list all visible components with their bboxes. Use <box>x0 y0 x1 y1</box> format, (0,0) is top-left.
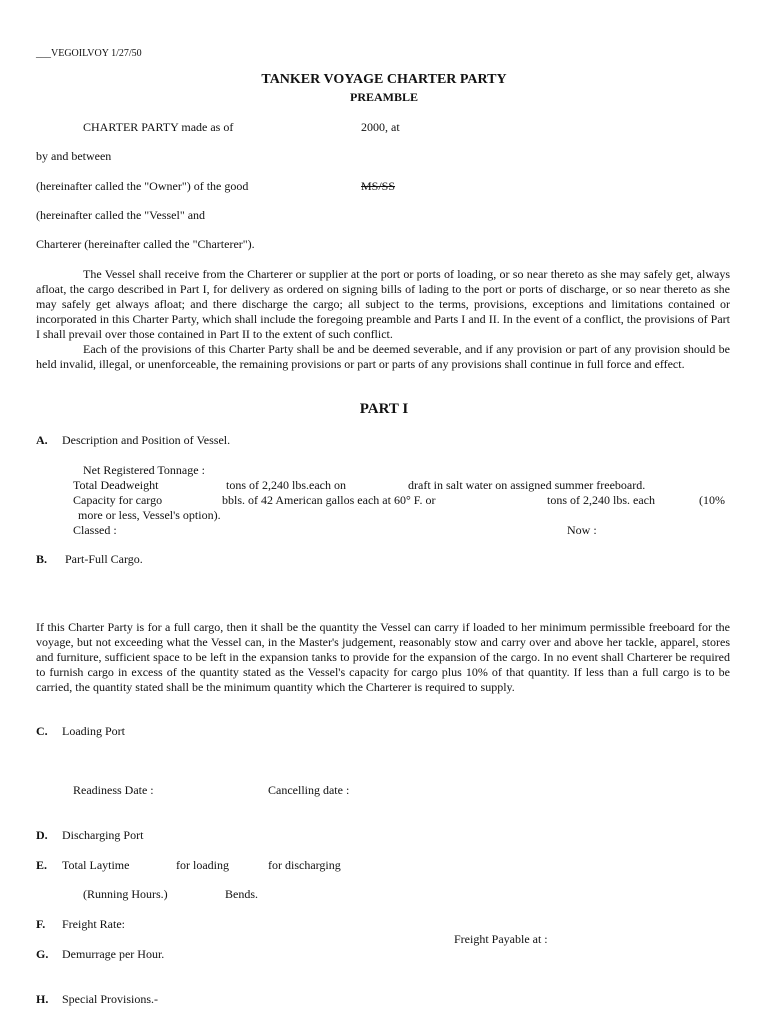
for-discharging-label: for discharging <box>268 858 341 872</box>
document-subtitle: PREAMBLE <box>349 90 418 104</box>
tons-each-on-text: tons of 2,240 lbs.each on <box>226 478 346 492</box>
for-loading-label: for loading <box>176 858 229 872</box>
ten-percent-text: (10% <box>699 493 725 507</box>
section-d-letter: D. <box>36 828 48 842</box>
section-c-label: Loading Port <box>62 724 125 738</box>
made-as-of-text: CHARTER PARTY made as of <box>83 120 234 134</box>
readiness-date-label: Readiness Date : <box>73 783 154 797</box>
section-f-letter: F. <box>36 917 46 931</box>
section-b-label: Part-Full Cargo. <box>65 552 143 566</box>
vessel-line: (hereinafter called the "Vessel" and <box>36 208 206 222</box>
section-a-letter: A. <box>36 433 48 447</box>
document-code: ___VEGOILVOY 1/27/50 <box>36 48 142 59</box>
bends-label: Bends. <box>225 887 258 901</box>
bbls-text: bbls. of 42 American gallos each at 60° F. or <box>222 493 436 507</box>
owner-line: (hereinafter called the "Owner") of the good <box>36 179 249 193</box>
tons-each-text: tons of 2,240 lbs. each <box>547 493 655 507</box>
more-less-text: more or less, Vessel's option). <box>78 508 221 522</box>
full-cargo-paragraph <box>36 620 730 695</box>
now-label: Now : <box>567 523 597 537</box>
paragraph-vessel-receive: The Vessel shall receive from the Charterer or supplier at the port or ports of loading, or so near thereto as she may safely get, always afloat, the cargo described in Part I, for delivery as ordered on signing bills of lading to the port or ports of discharge, or so near thereto as she may safely get always afloat; and there discharge the cargo; all subject to the terms, provisions, exceptions and limitations contained or incorporated in this Charter Party, which shall include the foregoing preamble and Parts I and II. In the event of a conflict, the provisions of Part I shall prevail over those contained in Part II to the extent of such conflict. <box>36 267 730 341</box>
section-e-label: Total Laytime <box>62 858 130 872</box>
section-f-label: Freight Rate: <box>62 917 125 931</box>
section-h-label: Special Provisions.- <box>62 992 158 1006</box>
capacity-label: Capacity for cargo <box>73 493 163 507</box>
preamble-paragraphs <box>36 267 730 372</box>
section-g-letter: G. <box>36 947 49 961</box>
classed-label: Classed : <box>73 523 117 537</box>
part-heading: PART I <box>359 401 409 417</box>
section-d-label: Discharging Port <box>62 828 144 842</box>
full-cargo-text: If this Charter Party is for a full cargo, then it shall be the quantity the Vessel can carry if loaded to her minimum permissible freeboard for the voyage, but not exceeding what the Vessel can, in the Master's judgement, reasonably stow and carry over and above her tackle, apparel, stores and furniture, sufficient space to be left in the expansion tanks to provide for the expansion of the cargo. In no event shall Charterer be required to furnish cargo in excess of the quantity stated as the Vessel's capacity for cargo plus 10% of that quantity. If less than a full cargo is to be carried, the quantity stated shall be the minimum quantity which the Charterer is required to supply. <box>36 620 730 694</box>
draft-salt-text: draft in salt water on assigned summer freeboard. <box>408 478 646 492</box>
section-a-label: Description and Position of Vessel. <box>62 433 231 447</box>
document-title: TANKER VOYAGE CHARTER PARTY <box>261 72 507 87</box>
section-e-letter: E. <box>36 858 48 872</box>
charterer-line: Charterer (hereinafter called the "Charterer"). <box>36 237 255 251</box>
year-at-text: 2000, at <box>361 120 400 134</box>
by-between-text: by and between <box>36 149 112 163</box>
running-hours-label: (Running Hours.) <box>83 887 168 901</box>
total-deadweight-label: Total Deadweight <box>73 478 159 492</box>
section-c-letter: C. <box>36 724 48 738</box>
freight-payable-label: Freight Payable at : <box>454 932 548 946</box>
paragraph-severable: Each of the provisions of this Charter Party shall be and be deemed severable, and if any provision or part of any provision should be held invalid, illegal, or unenforceable, the remaining provisions or part or parts of any provisions shall continue in full force and effect. <box>36 342 730 371</box>
net-registered-label: Net Registered Tonnage : <box>83 463 205 477</box>
ms-ss-text: MS/SS <box>361 179 396 193</box>
section-g-label: Demurrage per Hour. <box>62 947 165 961</box>
cancelling-date-label: Cancelling date : <box>268 783 350 797</box>
section-b-letter: B. <box>36 552 48 566</box>
section-h-letter: H. <box>36 992 49 1006</box>
